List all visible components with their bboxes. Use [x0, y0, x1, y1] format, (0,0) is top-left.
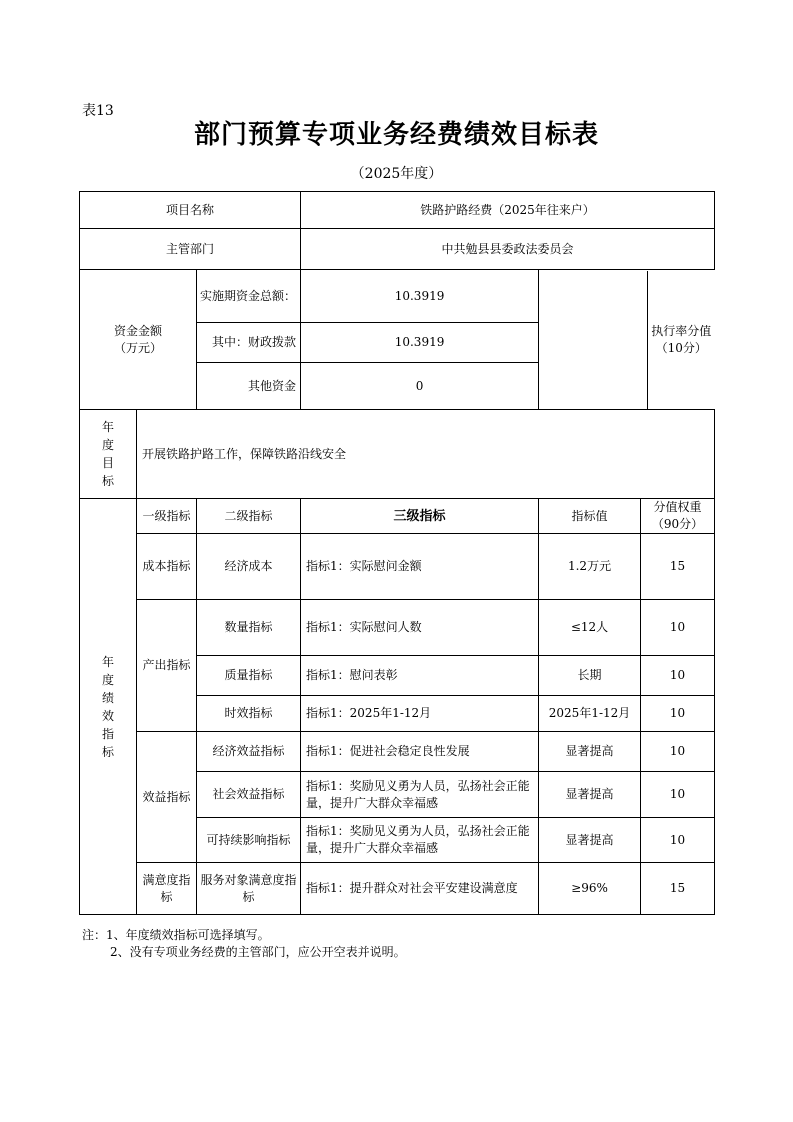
output-l3: 指标1：实际慰问人数 — [301, 600, 539, 656]
funds-unit: （万元） — [113, 340, 162, 355]
cost-l2: 经济成本 — [197, 534, 301, 600]
satisfaction-l2: 服务对象满意度指标 — [197, 863, 301, 915]
benefit-l3: 指标1：奖励见义勇为人员，弘扬社会正能量，提升广大群众幸福感 — [301, 818, 539, 863]
funds-label: 资金金额 — [113, 323, 162, 338]
row-satisfaction — [80, 863, 715, 915]
funds-fiscal-value: 10.3919 — [301, 323, 539, 363]
exec-rate-score: （10分） — [655, 340, 707, 355]
output-l3: 指标1：2025年1-12月 — [301, 696, 539, 732]
cost-l3: 指标1：实际慰问金额 — [301, 534, 539, 600]
header-level3: 三级指标 — [301, 499, 539, 534]
header-level2: 二级指标 — [197, 499, 301, 534]
satisfaction-l3: 指标1：提升群众对社会平安建设满意度 — [301, 863, 539, 915]
row-project-name — [80, 192, 715, 229]
department-label: 主管部门 — [80, 229, 301, 270]
cost-label: 成本指标 — [137, 534, 197, 600]
project-name-label: 项目名称 — [80, 192, 301, 229]
benefit-weight: 10 — [641, 732, 715, 772]
satisfaction-value: ≥96% — [539, 863, 641, 915]
exec-rate-cell — [648, 271, 715, 409]
table-row — [80, 600, 715, 656]
exec-rate-blank — [539, 271, 648, 409]
annual-goal-label-cell — [80, 410, 137, 499]
benefit-label: 效益指标 — [137, 732, 197, 863]
benefit-weight: 10 — [641, 818, 715, 863]
fiscal-year: （2025年度） — [350, 166, 443, 182]
benefit-l2: 社会效益指标 — [197, 772, 301, 818]
benefit-l2: 可持续影响指标 — [197, 818, 301, 863]
header-value: 指标值 — [539, 499, 641, 534]
output-l2: 数量指标 — [197, 600, 301, 656]
satisfaction-weight: 15 — [641, 863, 715, 915]
output-weight: 10 — [641, 696, 715, 732]
output-value: 长期 — [539, 656, 641, 696]
header-level1: 一级指标 — [137, 499, 197, 534]
output-value: ≤12人 — [539, 600, 641, 656]
indicator-section-label: 年度绩效指标 — [101, 654, 114, 759]
footnote-1: 注：1、年度绩效指标可选择填写。 — [82, 928, 270, 942]
indicator-section-cell — [80, 499, 137, 915]
annual-goal-label: 年度目标 — [101, 420, 114, 488]
exec-rate-wrapper — [539, 270, 715, 410]
output-label: 产出指标 — [137, 600, 197, 732]
cost-value: 1.2万元 — [539, 534, 641, 600]
table-number: 表13 — [82, 103, 114, 119]
output-l2: 时效指标 — [197, 696, 301, 732]
table-row — [80, 732, 715, 772]
exec-rate-label: 执行率分值 — [651, 323, 712, 338]
funds-total-value: 10.3919 — [301, 270, 539, 323]
benefit-l2: 经济效益指标 — [197, 732, 301, 772]
row-annual-goal — [80, 410, 715, 499]
department-value: 中共勉县县委政法委员会 — [301, 229, 715, 270]
output-weight: 10 — [641, 656, 715, 696]
funds-label-cell — [80, 270, 197, 410]
row-department — [80, 229, 715, 270]
header-weight: 分值权重（90分） — [641, 499, 715, 534]
row-funds-total — [80, 270, 715, 323]
benefit-value: 显著提高 — [539, 732, 641, 772]
funds-other-label: 其他资金 — [197, 363, 301, 410]
page-title: 部门预算专项业务经费绩效目标表 — [193, 120, 599, 150]
satisfaction-label: 满意度指标 — [137, 863, 197, 915]
row-cost — [80, 534, 715, 600]
exec-rate-subtable — [539, 271, 715, 409]
funds-total-label: 实施期资金总额： — [197, 270, 301, 323]
performance-table — [79, 191, 715, 915]
benefit-l3: 指标1：奖励见义勇为人员，弘扬社会正能量，提升广大群众幸福感 — [301, 772, 539, 818]
benefit-value: 显著提高 — [539, 818, 641, 863]
footnotes — [82, 927, 406, 961]
cost-weight: 15 — [641, 534, 715, 600]
output-l2: 质量指标 — [197, 656, 301, 696]
funds-other-value: 0 — [301, 363, 539, 410]
funds-fiscal-label: 其中：财政拨款 — [197, 323, 301, 363]
output-l3: 指标1：慰问表彰 — [301, 656, 539, 696]
benefit-weight: 10 — [641, 772, 715, 818]
output-weight: 10 — [641, 600, 715, 656]
output-value: 2025年1-12月 — [539, 696, 641, 732]
row-indicator-header — [80, 499, 715, 534]
footnote-2: 2、没有专项业务经费的主管部门，应公开空表并说明。 — [110, 945, 406, 959]
annual-goal-text: 开展铁路护路工作，保障铁路沿线安全 — [137, 410, 715, 499]
benefit-value: 显著提高 — [539, 772, 641, 818]
project-name-value: 铁路护路经费（2025年往来户） — [301, 192, 715, 229]
benefit-l3: 指标1：促进社会稳定良性发展 — [301, 732, 539, 772]
